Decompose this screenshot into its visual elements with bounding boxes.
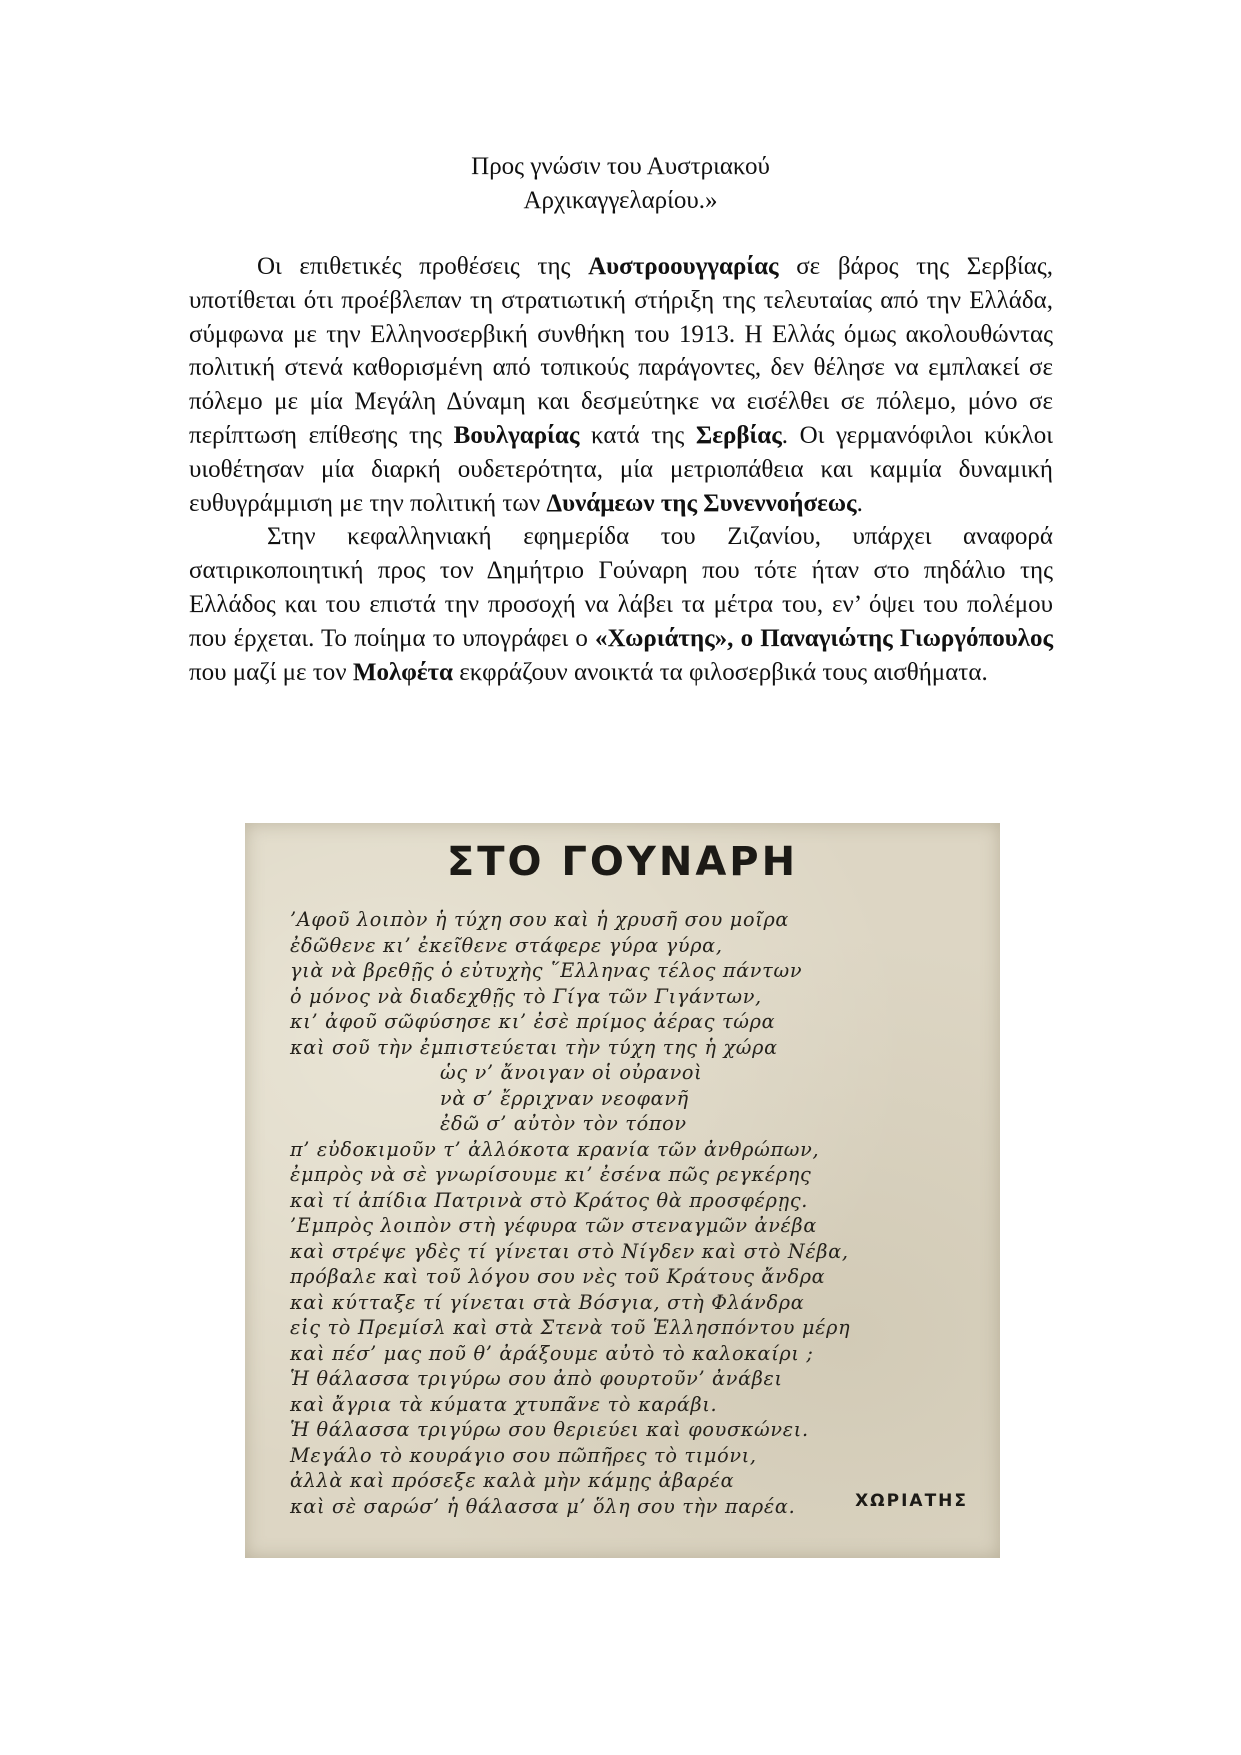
poem-line: καὶ πέσ’ μας ποῦ θ’ ἀράξουμε αὐτὸ τὸ καλοκαίρι ;: [290, 1341, 814, 1365]
poem-line: νὰ σ’ ἔρριχναν νεοφανῆ: [440, 1086, 689, 1110]
poem-line: ’Αφοῦ λοιπὸν ἡ τύχη σου καὶ ἡ χρυσῆ σου μοῖρα: [290, 908, 790, 931]
poem-line: πρόβαλε καὶ τοῦ λόγου σου νὲς τοῦ Κράτους ἄνδρα: [290, 1265, 826, 1288]
p2-text-1: Στην κεφαλληνιακή εφημερίδα του Ζιζανίου, υπάρχει αναφορά σατιρικοποιητική προς τον Δημήτριο Γούναρη που τότε ήταν στο πηδάλιο της Ελλάδος και του επιστά την προσοχή να λάβει τα μέτρα του, εν’ όψει του πολέμου που έρχεται. Το ποίημα το υπογράφει ο: [189, 523, 1053, 652]
poem-line: εἰς τὸ Πρεμίσλ καὶ στὰ Στενὰ τοῦ Ἑλλησπόντου μέρη: [290, 1316, 851, 1339]
poem-line: καὶ σοῦ τὴν ἐμπιστεύεται τὴν τύχη της ἡ χώρα: [290, 1035, 778, 1059]
poem-line: ὁ μόνος νὰ διαδεχθῇς τὸ Γίγα τῶν Γιγάντων,: [290, 984, 762, 1008]
poem-line: ὡς ν’ ἄνοιγαν οἱ οὐρανοὶ: [440, 1061, 703, 1084]
poem-line: καὶ τί ἀπίδια Πατρινὰ στὸ Κράτος θὰ προσφέρῃς.: [290, 1188, 809, 1212]
poem-line: καὶ σὲ σαρώσ’ ἡ θάλασσα μ’ ὅλη σου τὴν παρέα.: [290, 1494, 796, 1518]
p1-bold-serbia: Σερβίας: [695, 421, 782, 449]
p1-text-3: κατά της: [579, 421, 696, 449]
poem-line: Ἡ θάλασσα τριγύρω σου θεριεύει καὶ φουσκώνει.: [290, 1418, 809, 1441]
newspaper-clipping: [245, 823, 1000, 1558]
p2-bold-author: «Χωριάτης», ο Παναγιώτης Γιωργόπουλος: [594, 624, 1054, 652]
p1-bold-austria-hungary: Αυστροουγγαρίας: [588, 253, 779, 280]
poem-line: ’Εμπρὸς λοιπὸν στὴ γέφυρα τῶν στεναγμῶν ἀνέβα: [290, 1214, 818, 1237]
paragraph-1: [189, 250, 1053, 520]
poem-line: ἐμπρὸς νὰ σὲ γνωρίσουμε κι’ ἐσένα πῶς ρεγκέρης: [290, 1163, 812, 1186]
paragraph-2: [189, 520, 1053, 689]
poem-line: καὶ κύτταξε τί γίνεται στὰ Βόσγια, στὴ Φλάνδρα: [290, 1290, 805, 1314]
poem-line: Ἡ θάλασσα τριγύρω σου ἀπὸ φουρτοῦν’ ἀνάβει: [290, 1367, 783, 1390]
p1-text-5: .: [856, 489, 863, 517]
poem-line: ἐδῶ σ’ αὐτὸν τὸν τόπον: [440, 1112, 687, 1135]
poem-line: π’ εὐδοκιμοῦν τ’ ἀλλόκοτα κρανία τῶν ἀνθρώπων,: [290, 1137, 820, 1161]
poem-line: ἀλλὰ καὶ πρόσεξε καλὰ μὴν κάμῃς ἀβαρέα: [290, 1469, 735, 1492]
poem-line: καὶ στρέψε γδὲς τί γίνεται στὸ Νίγδεν καὶ στὸ Νέβα,: [290, 1239, 849, 1263]
p1-bold-entente: Δυνάμεων της Συνεννοήσεως: [546, 489, 857, 517]
quote-end-line-1: Προς γνώσιν του Αυστριακού: [471, 153, 770, 180]
poem-line: ἐδῶθενε κι’ ἐκεῖθενε στάφερε γύρα γύρα,: [290, 933, 723, 957]
body-text: [189, 250, 1053, 689]
p2-text-2: που μαζί με τον: [189, 658, 353, 686]
p2-bold-molfetas: Μολφέτα: [352, 658, 453, 686]
p2-text-3: εκφράζουν ανοικτά τα φιλοσερβικά τους αισθήματα.: [452, 658, 988, 686]
poem-line: Μεγάλο τὸ κουράγιο σου πῶπῆρες τὸ τιμόνι,: [290, 1443, 757, 1467]
p1-bold-bulgaria: Βουλγαρίας: [453, 421, 580, 449]
poem-line: κι’ ἀφοῦ σῶφύσησε κι’ ἐσὲ πρίμος ἀέρας τώρα: [290, 1010, 776, 1033]
p1-text-2: σε βάρος της Σερβίας, υποτίθεται ότι προέβλεπαν τη στρατιωτική στήριξη της τελευταίας από την Ελλάδα, σύμφωνα με την Ελληνοσερβική συνθήκη του 1913. Η Ελλάς όμως ακολουθώντας πολιτική στενά καθορισμένη από τοπικούς παράγοντες, δεν θέλησε να εμπλακεί σε πόλεμο με μία Μεγάλη Δύναμη και δεσμεύτηκε να εισέλθει σε πόλεμο, μόνο σε περίπτωση επίθεσης της: [189, 253, 1054, 449]
poem-line: γιὰ νὰ βρεθῇς ὁ εὐτυχὴς ῞Ελληνας τέλος πάντων: [290, 959, 803, 982]
poem: [290, 907, 980, 1519]
p1-text-4: . Οι γερμανόφιλοι κύκλοι υιοθέτησαν μία διαρκή ουδετερότητα, μία μετριοπάθεια και καμμία δυναμική ευθυγράμμιση με την πολιτική των: [189, 421, 1053, 517]
poem-line: καὶ ἄγρια τὰ κύματα χτυπᾶνε τὸ καράβι.: [290, 1392, 718, 1416]
quote-end-line-2: Αρχικαγγελαρίου.»: [523, 187, 718, 214]
clipping-signature: ΧΩΡΙΑΤΗΣ: [855, 1491, 968, 1511]
p1-text-1: Οι επιθετικές προθέσεις της: [257, 253, 589, 280]
clipping-title: ΣΤΟ ΓΟΥΝΑΡΗ: [446, 839, 799, 885]
